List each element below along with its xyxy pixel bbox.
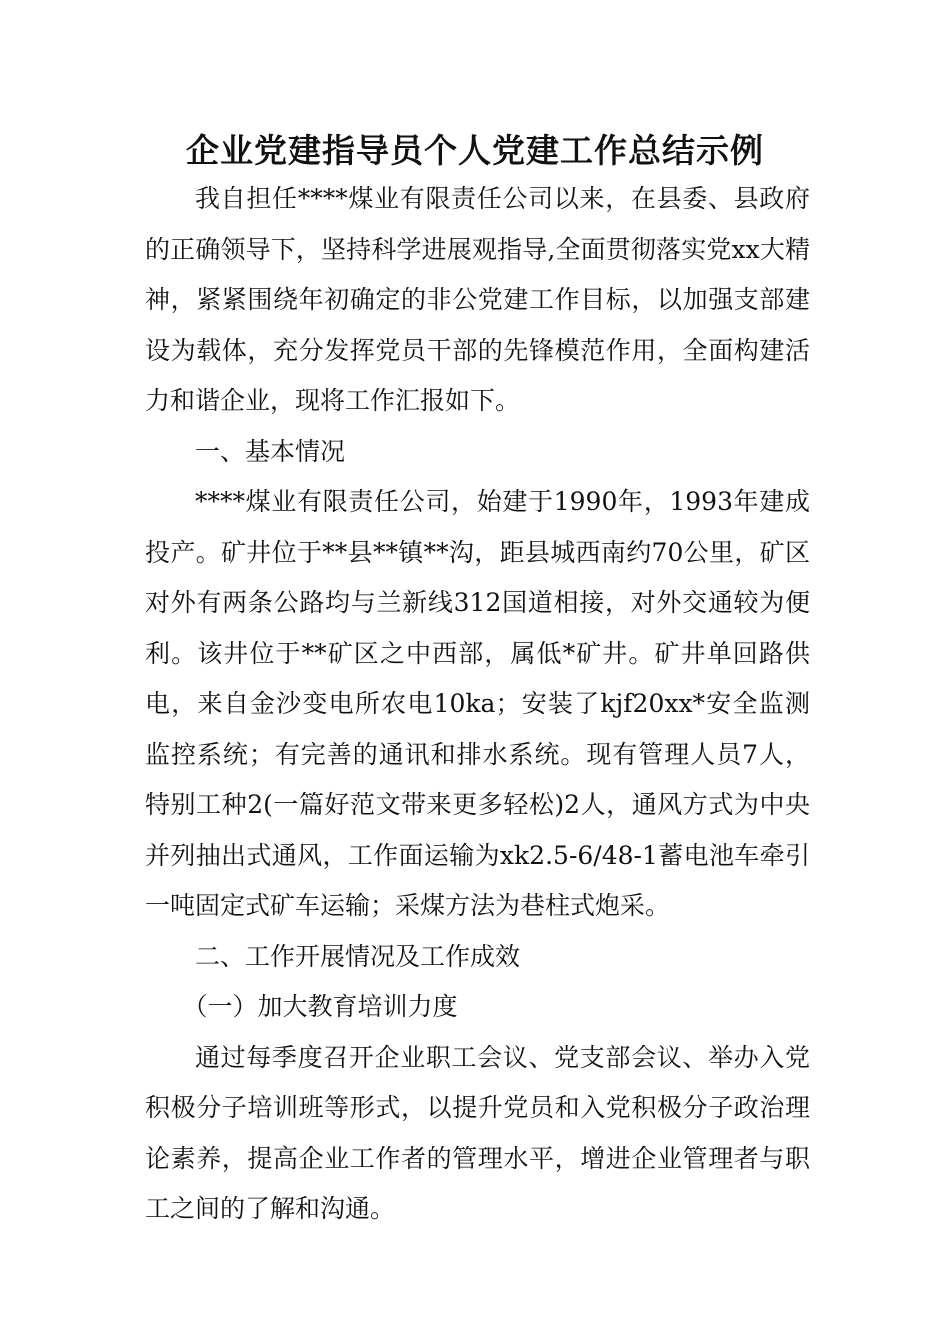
document-title: 企业党建指导员个人党建工作总结示例 (186, 131, 764, 170)
intro-paragraph: 我自担任****煤业有限责任公司以来，在县委、县政府的正确领导下，坚持科学进展观指导,全面贯彻落实党xx大精神，紧紧围绕年初确定的非公党建工作目标，以加强支部建设为载体，充分发挥党员干部的先锋模范作用，全面构建活力和谐企业，现将工作汇报如下。 (145, 184, 810, 415)
document-body (145, 174, 810, 1235)
subsection-heading-training: （一）加大教育培训力度 (182, 992, 458, 1021)
training-paragraph: 通过每季度召开企业职工会议、党支部会议、举办入党积极分子培训班等形式，以提升党员和入党积极分子政治理论素养，提高企业工作者的管理水平，增进企业管理者与职工之间的了解和沟通。 (145, 1042, 810, 1223)
section-heading-work-progress: 二、工作开展情况及工作成效 (195, 941, 521, 971)
basic-info-paragraph: ****煤业有限责任公司，始建于1990年，1993年建成投产。矿井位于**县**镇**沟，距县城西南约70公里，矿区对外有两条公路均与兰新线312国道相接，对外交通较为便利。该井位于**矿区之中西部，属低*矿井。矿井单回路供电，来自金沙变电所农电10ka；安装了kjf20xx*安全监测监控系统；有完善的通讯和排水系统。现有管理人员7人，特别工种2(一篇好范文带来更多轻松)2人，通风方式为中央并列抽出式通风，工作面运输为xk2.5-6/48-1蓄电池车牵引一吨固定式矿车运输；采煤方法为巷柱式炮采。 (145, 487, 810, 920)
section-heading-basic-info: 一、基本情况 (195, 436, 346, 466)
